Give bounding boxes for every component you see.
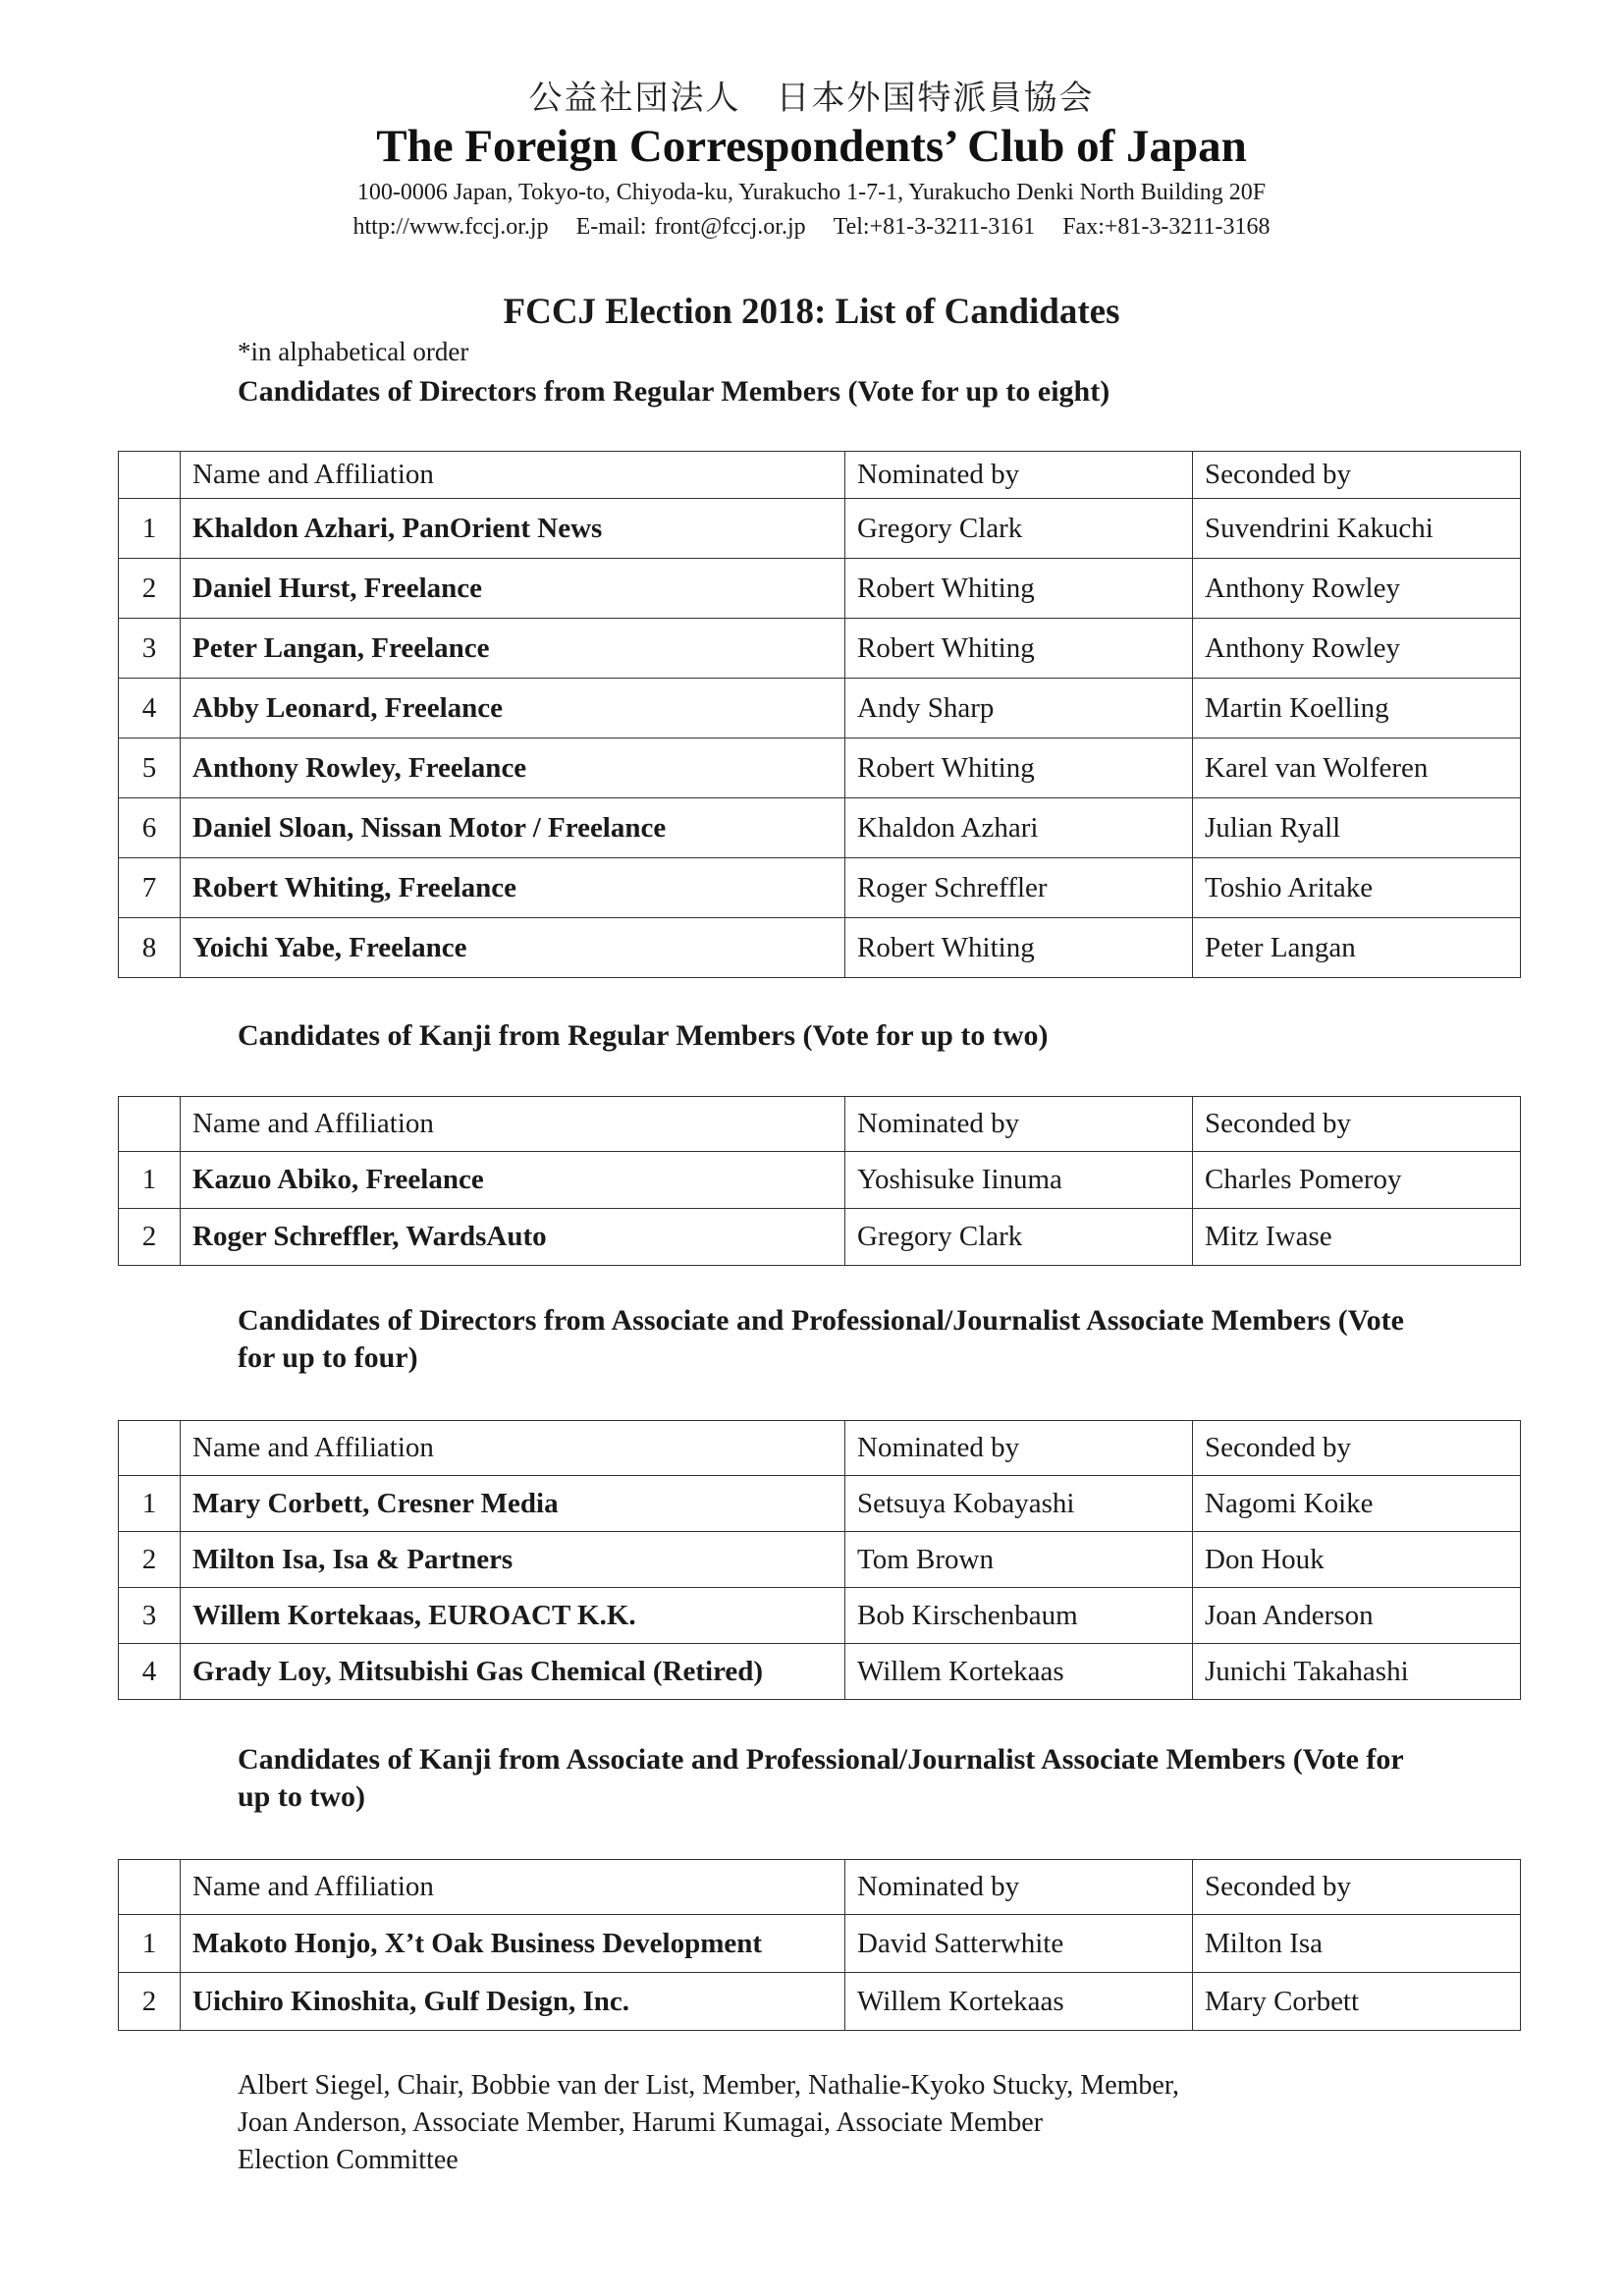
org-english-name: The Foreign Correspondents’ Club of Japan [376, 121, 1247, 172]
header-name: Name and Affiliation [181, 1097, 845, 1152]
org-address: 100-0006 Japan, Tokyo-to, Chiyoda-ku, Yurakucho 1-7-1, Yurakucho Denki North Building 20F [356, 180, 1267, 205]
header-name: Name and Affiliation [181, 1421, 845, 1476]
nominated-by: Willem Kortekaas [845, 1644, 1193, 1700]
seconded-by: Milton Isa [1193, 1915, 1521, 1973]
website-link[interactable]: http://www.fccj.or.jp [352, 214, 549, 240]
row-num: 3 [119, 619, 181, 679]
seconded-by: Peter Langan [1193, 918, 1521, 978]
table-row [119, 499, 1521, 559]
table-row [119, 1152, 1521, 1209]
row-num: 6 [119, 798, 181, 858]
candidate-name: Daniel Sloan, Nissan Motor / Freelance [181, 798, 845, 858]
seconded-by: Anthony Rowley [1193, 559, 1521, 619]
row-num: 2 [119, 1973, 181, 2031]
row-num: 4 [119, 679, 181, 738]
seconded-by: Don Houk [1193, 1532, 1521, 1588]
row-num: 1 [119, 1915, 181, 1973]
header-seconded: Seconded by [1193, 1421, 1521, 1476]
candidate-name: Milton Isa, Isa & Partners [181, 1532, 845, 1588]
candidate-name: Willem Kortekaas, EUROACT K.K. [181, 1588, 845, 1644]
committee-members-line-2: Joan Anderson, Associate Member, Harumi Kumagai, Associate Member [238, 2107, 1044, 2138]
row-num: 8 [119, 918, 181, 978]
nominated-by: Tom Brown [845, 1532, 1193, 1588]
tel-number: Tel:+81-3-3211-3161 [833, 214, 1036, 240]
candidate-name: Mary Corbett, Cresner Media [181, 1476, 845, 1532]
candidate-name: Anthony Rowley, Freelance [181, 738, 845, 798]
candidate-name: Makoto Honjo, X’t Oak Business Development [181, 1915, 845, 1973]
table-header-row [119, 1860, 1521, 1915]
candidate-name: Roger Schreffler, WardsAuto [181, 1209, 845, 1266]
header-num [119, 1860, 181, 1915]
header-nominated: Nominated by [845, 1860, 1193, 1915]
nominated-by: Gregory Clark [845, 499, 1193, 559]
table-row [119, 798, 1521, 858]
row-num: 4 [119, 1644, 181, 1700]
header-num [119, 1097, 181, 1152]
seconded-by: Karel van Wolferen [1193, 738, 1521, 798]
row-num: 1 [119, 1476, 181, 1532]
table-row [119, 1532, 1521, 1588]
election-committee-footer [238, 2067, 1179, 2179]
nominated-by: Robert Whiting [845, 619, 1193, 679]
table-row [119, 1973, 1521, 2031]
table-row [119, 679, 1521, 738]
nominated-by: Andy Sharp [845, 679, 1193, 738]
seconded-by: Joan Anderson [1193, 1588, 1521, 1644]
seconded-by: Martin Koelling [1193, 679, 1521, 738]
table-row [119, 1209, 1521, 1266]
candidate-name: Uichiro Kinoshita, Gulf Design, Inc. [181, 1973, 845, 2031]
row-num: 1 [119, 1152, 181, 1209]
section-title-directors-regular: Candidates of Directors from Regular Members (Vote for up to eight) [238, 375, 1110, 408]
seconded-by: Charles Pomeroy [1193, 1152, 1521, 1209]
candidate-name: Yoichi Yabe, Freelance [181, 918, 845, 978]
table-row [119, 738, 1521, 798]
section-title-kanji-associate: Candidates of Kanji from Associate and Professional/Journalist Associate Members (Vote for up to two) [238, 1743, 1404, 1813]
header-nominated: Nominated by [845, 1421, 1193, 1476]
row-num: 1 [119, 499, 181, 559]
table-row [119, 619, 1521, 679]
table-header-row [119, 1421, 1521, 1476]
nominated-by: Robert Whiting [845, 738, 1193, 798]
table-row [119, 1588, 1521, 1644]
header-seconded: Seconded by [1193, 1097, 1521, 1152]
table-row [119, 918, 1521, 978]
candidate-name: Robert Whiting, Freelance [181, 858, 845, 918]
candidate-name: Daniel Hurst, Freelance [181, 559, 845, 619]
table-row [119, 1915, 1521, 1973]
document-title: FCCJ Election 2018: List of Candidates [503, 292, 1120, 332]
candidate-name: Kazuo Abiko, Freelance [181, 1152, 845, 1209]
row-num: 5 [119, 738, 181, 798]
email-link[interactable]: E-mail: front@fccj.or.jp [575, 214, 806, 240]
header-seconded: Seconded by [1193, 1860, 1521, 1915]
seconded-by: Mitz Iwase [1193, 1209, 1521, 1266]
candidate-name: Abby Leonard, Freelance [181, 679, 845, 738]
nominated-by: Willem Kortekaas [845, 1973, 1193, 2031]
header-seconded: Seconded by [1193, 452, 1521, 499]
seconded-by: Mary Corbett [1193, 1973, 1521, 2031]
nominated-by: David Satterwhite [845, 1915, 1193, 1973]
row-num: 2 [119, 559, 181, 619]
table-directors-associate [118, 1420, 1521, 1700]
alphabetical-note: *in alphabetical order [238, 337, 469, 366]
table-directors-regular [118, 451, 1521, 978]
section-title-directors-associate: Candidates of Directors from Associate and Professional/Journalist Associate Members (Vote for up to four) [238, 1304, 1404, 1374]
table-row [119, 1476, 1521, 1532]
fax-number: Fax:+81-3-3211-3168 [1062, 214, 1271, 240]
nominated-by: Setsuya Kobayashi [845, 1476, 1193, 1532]
org-japanese-name: 公益社団法人 日本外国特派員協会 [528, 79, 1095, 118]
candidate-name: Khaldon Azhari, PanOrient News [181, 499, 845, 559]
candidate-name: Peter Langan, Freelance [181, 619, 845, 679]
nominated-by: Bob Kirschenbaum [845, 1588, 1193, 1644]
header-num [119, 452, 181, 499]
table-row [119, 858, 1521, 918]
row-num: 3 [119, 1588, 181, 1644]
header-nominated: Nominated by [845, 1097, 1193, 1152]
nominated-by: Roger Schreffler [845, 858, 1193, 918]
header-name: Name and Affiliation [181, 452, 845, 499]
table-header-row [119, 1097, 1521, 1152]
nominated-by: Robert Whiting [845, 559, 1193, 619]
row-num: 2 [119, 1209, 181, 1266]
header-num [119, 1421, 181, 1476]
seconded-by: Junichi Takahashi [1193, 1644, 1521, 1700]
seconded-by: Julian Ryall [1193, 798, 1521, 858]
table-row [119, 1644, 1521, 1700]
committee-members-line-1: Albert Siegel, Chair, Bobbie van der List, Member, Nathalie-Kyoko Stucky, Member, [238, 2070, 1180, 2101]
row-num: 2 [119, 1532, 181, 1588]
header-name: Name and Affiliation [181, 1860, 845, 1915]
table-kanji-associate [118, 1859, 1521, 2031]
seconded-by: Toshio Aritake [1193, 858, 1521, 918]
table-header-row [119, 452, 1521, 499]
org-contact-line [0, 214, 1623, 241]
candidate-name: Grady Loy, Mitsubishi Gas Chemical (Retired) [181, 1644, 845, 1700]
committee-label: Election Committee [238, 2145, 459, 2175]
section-title-kanji-regular: Candidates of Kanji from Regular Members (Vote for up to two) [238, 1019, 1049, 1052]
nominated-by: Khaldon Azhari [845, 798, 1193, 858]
row-num: 7 [119, 858, 181, 918]
nominated-by: Gregory Clark [845, 1209, 1193, 1266]
seconded-by: Suvendrini Kakuchi [1193, 499, 1521, 559]
nominated-by: Yoshisuke Iinuma [845, 1152, 1193, 1209]
table-row [119, 559, 1521, 619]
seconded-by: Nagomi Koike [1193, 1476, 1521, 1532]
table-kanji-regular [118, 1096, 1521, 1266]
header-nominated: Nominated by [845, 452, 1193, 499]
seconded-by: Anthony Rowley [1193, 619, 1521, 679]
nominated-by: Robert Whiting [845, 918, 1193, 978]
